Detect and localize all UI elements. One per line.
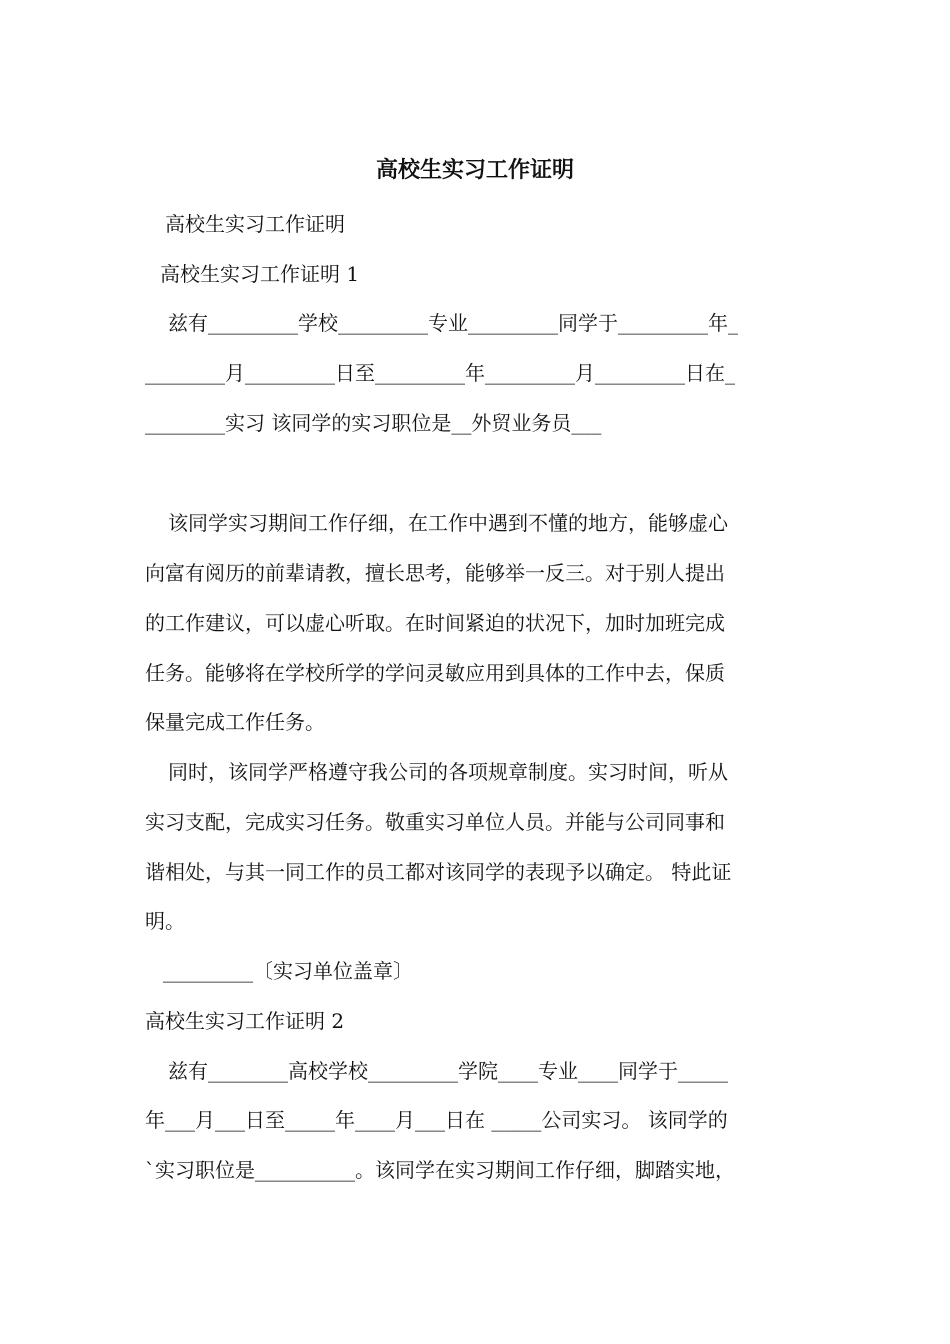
paragraph-2-line-1: 同时，该同学严格遵守我公司的各项规章制度。实习时间，听从 [168,760,728,784]
section-2-line-3: `实习职位是__________。该同学在实习期间工作仔细，脚踏实地， [145,1158,735,1182]
section-1-line-2: ________月_________日至_________年_________月_________日在_ [145,361,735,385]
paragraph-2-line-4: 明。 [145,909,185,933]
paragraph-1-line-5: 保量完成工作任务。 [145,710,325,734]
paragraph-1-line-2: 向富有阅历的前辈请教，擅长思考，能够举一反三。对于别人提出 [145,561,725,585]
section-1-line-3: ________实习 该同学的实习职位是__外贸业务员___ [145,411,602,435]
section-1-line-1: 兹有_________学校_________专业_________同学于_________年_ [168,311,738,335]
section-1-heading: 高校生实习工作证明 1 [160,262,360,286]
document-subtitle: 高校生实习工作证明 [165,212,345,236]
section-2-line-1: 兹有________高校学校_________学院____专业____同学于_____ [168,1059,728,1083]
paragraph-1-line-4: 任务。能够将在学校所学的学问灵敏应用到具体的工作中去，保质 [145,661,725,685]
section-2-heading: 高校生实习工作证明 2 [145,1009,345,1033]
paragraph-1-line-3: 的工作建议，可以虚心听取。在时间紧迫的状况下，加时加班完成 [145,611,725,635]
document-title: 高校生实习工作证明 [375,157,574,183]
stamp-line: _________〔实习单位盖章〕 [163,959,413,983]
paragraph-2-line-3: 谐相处，与其一同工作的员工都对该同学的表现予以确定。 特此证 [145,860,732,884]
paragraph-1-line-1: 该同学实习期间工作仔细，在工作中遇到不懂的地方，能够虚心 [168,511,728,535]
paragraph-2-line-2: 实习支配，完成实习任务。敬重实习单位人员。并能与公司同事和 [145,810,725,834]
section-2-line-2: 年___月___日至_____年____月___日在 _____公司实习。 该同学的 [145,1108,728,1132]
